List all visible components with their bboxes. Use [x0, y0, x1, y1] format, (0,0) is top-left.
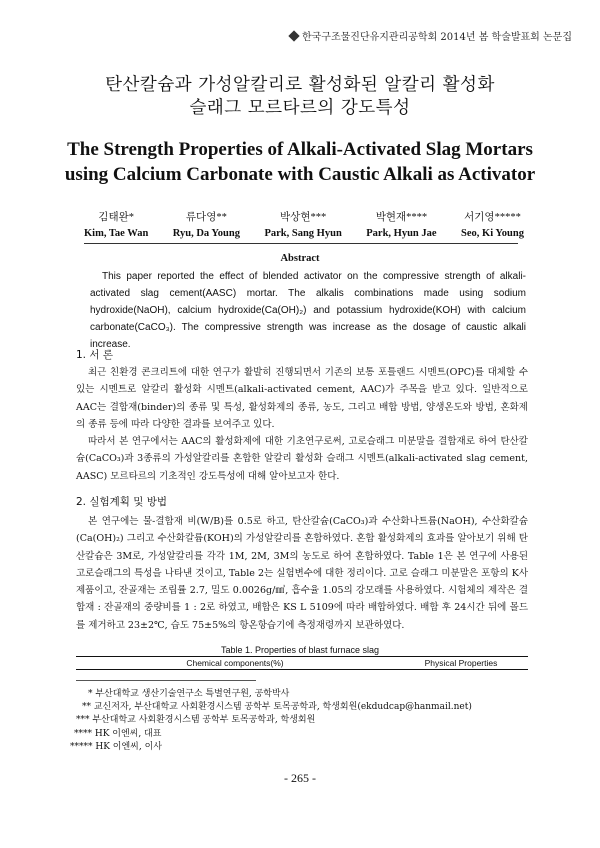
title-korean-line-1: 탄산칼슘과 가성알칼리로 활성화된 알칼리 활성화	[105, 75, 495, 95]
author-name-korean: 류다영**	[185, 212, 227, 223]
paragraph: 본 연구에는 물-결합재 비(W/B)를 0.5로 하고, 탄산칼슘(CaCO₃)과 수산화나트륨(NaOH), 수산화칼슘(Ca(OH)₂) 그리고 수산화칼륨(KOH)의 가성알칼리를 혼합하였다. 혼합 활성화제의 효과를 알아보기 위해 탄산칼슘은 3M로, 가성알칼리를 각각 1M, 2M, 3M의 농도로 하여 혼합하였다. Table 1은 본 연구에 사용된 고로슬래그의 특성을 나타낸 것이고, Table 2는 실험변수에 대한 정리이다. 고로 슬래그 미분말은 포항의 K사 제품이고, 잔골재는 조립률 2.7, 밀도 0.0026g/㎣, 흡수율 1.05의 강모래를 사용하였다. 시험체의 제작은 결합재 : 잔골재의 중량비를 1 : 2로 하였고, 배합은 KS L 5109에 따라 배합하였다. 배합 후 24시간 뒤에 몰드를 제거하고 23±2℃, 습도 75±5%의 항온항습기에 측정재령까지 보관하였다.	[76, 516, 528, 631]
introduction-body	[76, 364, 528, 485]
paragraph: 최근 친환경 콘크리트에 대한 연구가 활발히 진행되면서 기존의 보통 포틀랜드 시멘트(OPC)를 대체할 수 있는 시멘트로 알칼리 활성화 시멘트(alkali-activated cement, AAC)가 주목을 받고 있다. 일반적으로 AAC는 결합재(binder)의 종류 및 특성, 활성화제의 종류, 농도, 그리고 배합 방법, 양생온도와 방법, 혼화제의 종류 등에 따라 다양한 결과를 보여주고 있다.	[76, 367, 528, 430]
author-name-korean: 박상현***	[280, 212, 327, 223]
footnote: ***** HK 이엔씨, 이사	[70, 741, 162, 752]
page-number: - 265 -	[284, 771, 316, 785]
author-name-korean: 김태완*	[98, 212, 134, 223]
author	[461, 209, 524, 239]
journal-header	[290, 28, 572, 43]
author-name-english: Ryu, Da Young	[172, 228, 240, 239]
divider	[84, 243, 518, 244]
author-name-english: Seo, Ki Young	[461, 228, 524, 239]
author	[366, 209, 436, 239]
author-name-korean: 박현재****	[375, 212, 428, 223]
footnote: * 부산대학교 생산기술연구소 특별연구원, 공학박사	[88, 689, 290, 699]
diamond-icon	[288, 30, 299, 41]
table-column-header: Chemical components(%)	[186, 658, 284, 668]
author-name-english: Park, Sang Hyun	[264, 228, 342, 239]
author	[264, 209, 341, 239]
author	[84, 209, 148, 239]
title-english-line-1: The Strength Properties of Alkali-Activated Slag Mortars	[67, 139, 533, 160]
abstract-heading: Abstract	[280, 253, 320, 264]
author-name-english: Kim, Tae Wan	[84, 228, 149, 239]
footnote-divider	[76, 680, 256, 681]
title-korean-line-2: 슬래그 모르타르의 강도특성	[189, 98, 411, 118]
journal-name: 한국구조물진단유지관리공학회 2014년 봄 학술발표회 논문집	[301, 32, 572, 43]
abstract-text: This paper reported the effect of blended activator on the compressive strength of alkali-activated slag cement(AASC) mortar. The alkalis combinations made using sodium hydroxide(NaOH), calcium hydroxide(Ca(OH)₂) and potassium hydroxide(KOH) with calcium carbonate(CaCO₃). The compressive strength was increase as the dosage of caustic alkali increase.	[90, 271, 526, 350]
paragraph: 따라서 본 연구에서는 AAC의 활성화제에 대한 기초연구로써, 고로슬래그 미분말을 결합재로 하여 탄산칼슘(CaCO₃)과 3종류의 가성알칼리를 혼합한 알칼리 활성화 슬래그 시멘트(alkali-activated slag cement, AASC) 모르타르의 기초적인 강도특성에 대해 알아보고자 한다.	[76, 436, 528, 482]
author	[173, 209, 240, 239]
methods-body	[76, 513, 528, 634]
author-name-korean: 서기영*****	[464, 212, 521, 223]
title-english-line-2: using Calcium Carbonate with Caustic Alkali as Activator	[64, 164, 536, 185]
author-name-english: Park, Hyun Jae	[366, 228, 437, 239]
footnote: **** HK 이엔씨, 대표	[74, 728, 162, 739]
footnote: ** 교신저자, 부산대학교 사회환경시스템 공학부 토목공학과, 학생회원(ekdudcap@hanmail.net)	[82, 702, 472, 713]
section-heading-introduction: 1. 서 론	[76, 349, 113, 361]
section-heading-methods: 2. 실험계획 및 방법	[76, 496, 168, 508]
author-list	[84, 209, 524, 239]
footnote: *** 부산대학교 사회환경시스템 공학부 토목공학과, 학생회원	[76, 715, 316, 726]
footnotes	[70, 688, 472, 754]
table-header-row	[76, 656, 528, 670]
table-column-header: Physical Properties	[424, 658, 498, 668]
table-caption: Table 1. Properties of blast furnace slag	[220, 645, 380, 655]
